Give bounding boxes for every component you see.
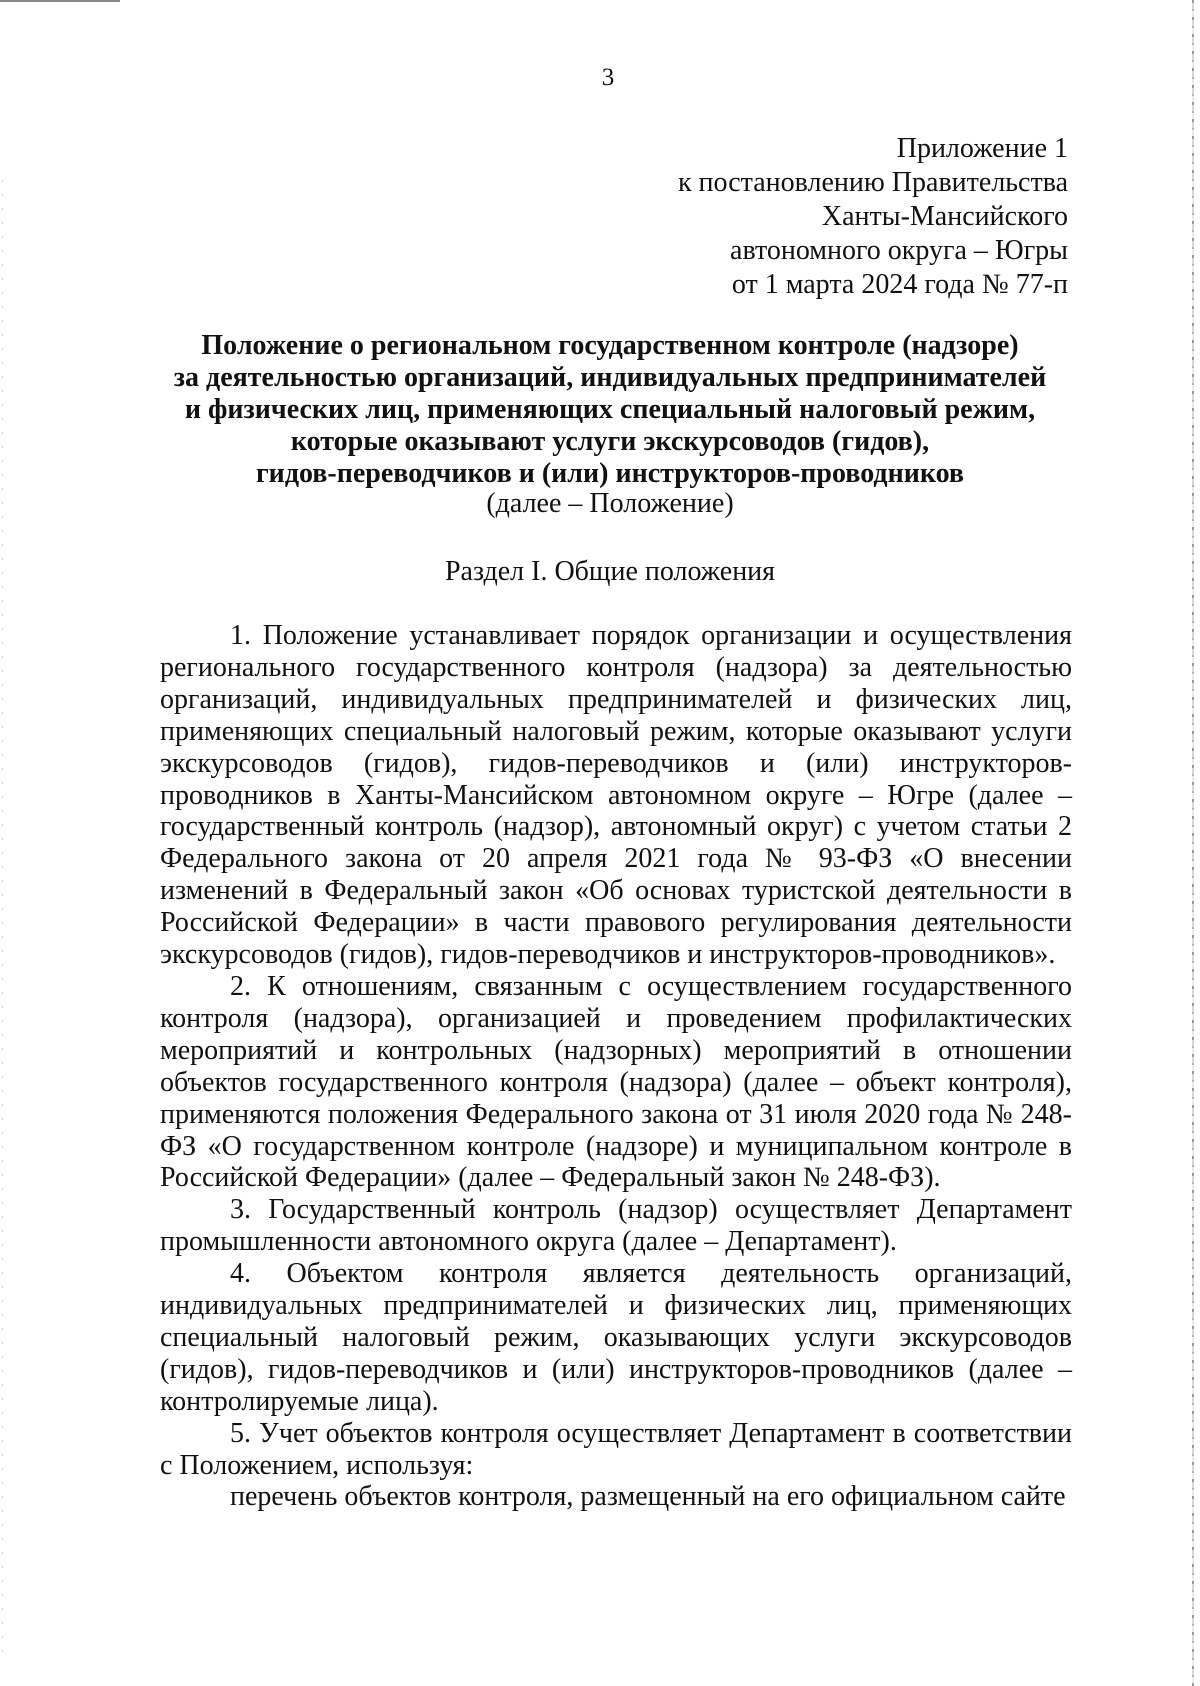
appendix-line: Ханты-Мансийского (821, 201, 1068, 232)
appendix-line: к постановлению Правительства (677, 167, 1068, 198)
title-line: и физических лиц, применяющих специальный налоговый режим, (184, 394, 1036, 425)
page-number: 3 (601, 64, 615, 91)
scan-edge-right (1192, 0, 1194, 1686)
title-line: которые оказывают услуги экскурсоводов (гидов), (290, 426, 930, 457)
title-line: Положение о региональном государственном контроле (надзоре) (201, 330, 1019, 361)
paragraph-4: 4. Объектом контроля является деятельность организаций, индивидуальных предпринимателей и физических лиц, применяющих специальный налоговый режим, оказывающих услуги экскурсоводов (гидов), гидов-переводчиков и (или) инструкторов-проводников (далее – контролируемые лица). (160, 1258, 1072, 1417)
appendix-line: от 1 марта 2024 года № 77-п (731, 269, 1068, 300)
title-line: за деятельностью организаций, индивидуальных предпринимателей (173, 362, 1047, 393)
scan-edge-left (2, 180, 3, 1660)
title-line: гидов-переводчиков и (или) инструкторов-проводников (255, 458, 965, 489)
title-note: (далее – Положение) (486, 488, 734, 519)
paragraph-1: 1. Положение устанавливает порядок организации и осуществления регионального государственного контроля (надзора) за деятельностью организаций, индивидуальных предпринимателей и физических лиц, применяющих специальный налоговый режим, которые оказывают услуги экскурсоводов (гидов), гидов-переводчиков и (или) инструкторов-проводников в Ханты-Мансийском автономном округе – Югре (далее – государственный контроль (надзор), автономный округ) с учетом статьи 2 Федерального закона от 20 апреля 2021 года № 93-ФЗ «О внесении изменений в Федеральный закон «Об основах туристской деятельности в Российской Федерации» в части правового регулирования деятельности экскурсоводов (гидов), гидов-переводчиков и инструкторов-проводников». (160, 620, 1072, 971)
paragraph-5: 5. Учет объектов контроля осуществляет Департамент в соответствии с Положением, используя: (160, 1417, 1072, 1481)
appendix-line: автономного округа – Югры (730, 235, 1068, 266)
body-text (160, 620, 1072, 1513)
paragraph-2: 2. К отношениям, связанным с осуществлением государственного контроля (надзора), организацией и проведением профилактических мероприятий и контрольных (надзорных) мероприятий в отношении объектов государственного контроля (надзора) (далее – объект контроля), применяются положения Федерального закона от 31 июля 2020 года № 248-ФЗ «О государственном контроле (надзоре) и муниципальном контроле в Российской Федерации» (далее – Федеральный закон № 248-ФЗ). (160, 970, 1072, 1194)
paragraph-3: 3. Государственный контроль (надзор) осуществляет Департамент промышленности автономного округа (далее – Департамент). (160, 1194, 1072, 1258)
scan-artifact-top (0, 0, 120, 2)
appendix-block (678, 132, 1068, 302)
paragraph-6: перечень объектов контроля, размещенный на его официальном сайте (230, 1481, 1066, 1513)
section-heading: Раздел I. Общие положения (444, 556, 776, 587)
appendix-line: Приложение 1 (896, 133, 1068, 164)
document-title (160, 330, 1060, 490)
